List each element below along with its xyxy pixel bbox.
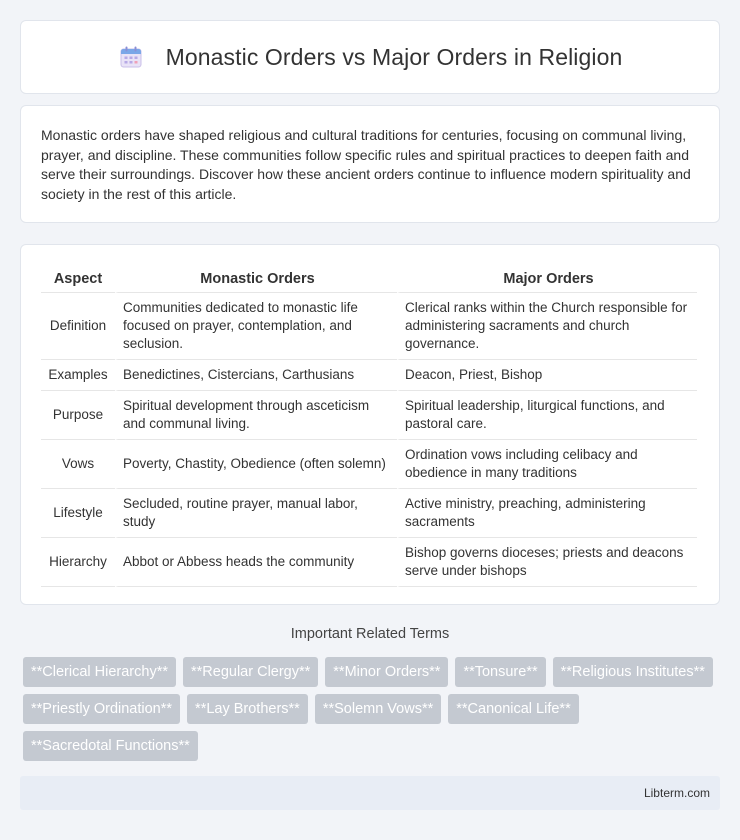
table-row (41, 538, 697, 587)
intro-paragraph: Monastic orders have shaped religious and cultural traditions for centuries, focusing on communal living, prayer, and discipline. These communities follow specific rules and spiritual practices to deepen faith and serve their surroundings. Discover how these ancient orders continue to influence modern spirituality and society in the rest of this article. (41, 127, 691, 202)
related-terms-list (23, 657, 723, 761)
row-monastic: Abbot or Abbess heads the community (115, 538, 397, 587)
page-title: Monastic Orders vs Major Orders in Religion (165, 43, 623, 70)
footer (20, 776, 720, 810)
header-major-orders: Major Orders (397, 263, 697, 293)
row-monastic: Spiritual development through asceticism and communal living. (115, 391, 397, 440)
tag-tonsure[interactable]: **Tonsure** (455, 657, 545, 687)
title-card (20, 20, 720, 94)
comparison-table (41, 263, 697, 587)
tag-canonical-life[interactable]: **Canonical Life** (448, 694, 578, 724)
tag-sacredotal-functions[interactable]: **Sacredotal Functions** (23, 731, 198, 761)
row-aspect: Purpose (41, 391, 115, 440)
tag-clerical-hierarchy[interactable]: **Clerical Hierarchy** (23, 657, 176, 687)
calendar-icon (118, 44, 144, 70)
tag-lay-brothers[interactable]: **Lay Brothers** (187, 694, 308, 724)
table-row (41, 293, 697, 360)
tag-priestly-ordination[interactable]: **Priestly Ordination** (23, 694, 180, 724)
intro-card (20, 105, 720, 223)
row-major: Active ministry, preaching, administering sacraments (397, 489, 697, 538)
row-monastic: Benedictines, Cistercians, Carthusians (115, 360, 397, 391)
comparison-card (20, 244, 720, 605)
row-aspect: Lifestyle (41, 489, 115, 538)
tag-solemn-vows[interactable]: **Solemn Vows** (315, 694, 441, 724)
header-monastic-orders: Monastic Orders (115, 263, 397, 293)
row-monastic: Poverty, Chastity, Obedience (often solemn) (115, 440, 397, 489)
footer-site-link[interactable]: Libterm.com (643, 786, 710, 800)
table-row (41, 360, 697, 391)
table-header-row (41, 263, 697, 293)
table-row (41, 391, 697, 440)
header-aspect: Aspect (41, 263, 115, 293)
row-major: Spiritual leadership, liturgical functions, and pastoral care. (397, 391, 697, 440)
row-monastic: Secluded, routine prayer, manual labor, study (115, 489, 397, 538)
row-aspect: Definition (41, 293, 115, 360)
row-aspect: Hierarchy (41, 538, 115, 587)
row-aspect: Vows (41, 440, 115, 489)
row-major: Deacon, Priest, Bishop (397, 360, 697, 391)
row-major: Bishop governs dioceses; priests and deacons serve under bishops (397, 538, 697, 587)
row-major: Ordination vows including celibacy and obedience in many traditions (397, 440, 697, 489)
table-row (41, 489, 697, 538)
related-terms-title: Important Related Terms (290, 626, 450, 642)
tag-minor-orders[interactable]: **Minor Orders** (325, 657, 448, 687)
row-major: Clerical ranks within the Church responsible for administering sacraments and church governance. (397, 293, 697, 360)
tag-religious-institutes[interactable]: **Religious Institutes** (553, 657, 713, 687)
row-monastic: Communities dedicated to monastic life focused on prayer, contemplation, and seclusion. (115, 293, 397, 360)
table-row (41, 440, 697, 489)
tag-regular-clergy[interactable]: **Regular Clergy** (183, 657, 318, 687)
row-aspect: Examples (41, 360, 115, 391)
